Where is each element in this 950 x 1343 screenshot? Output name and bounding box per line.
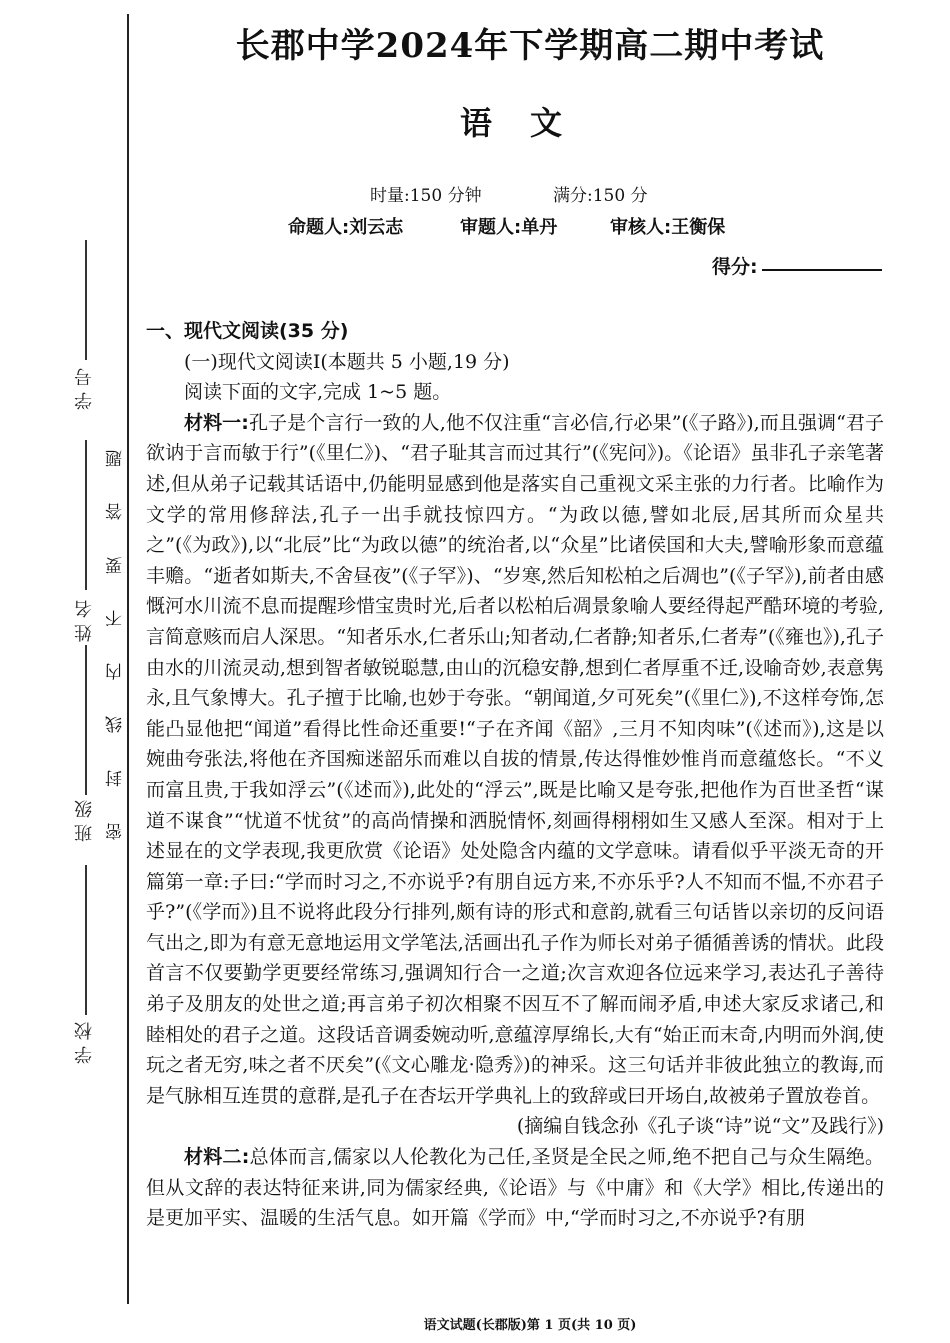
material-one-label: 材料一: bbox=[184, 411, 249, 434]
notice-char: 密 bbox=[106, 822, 126, 840]
time-limit: 时量:150 分钟 bbox=[370, 186, 482, 206]
material-two-label: 材料二: bbox=[184, 1146, 250, 1169]
notice-char: 题 bbox=[106, 450, 126, 467]
material-one-text: 孔子是个言行一致的人,他不仅注重“言必信,行必果”(《子路》),而且强调“君子欲讷于言而敏于行”(《里仁》)、“君子耻其言而过其行”(《宪问》)。《论语》虽非孔子亲笔著述,但从弟子记载其话语中,仍能明显感到他是落实自己重视文采主张的力行者。比喻作为文学的常用修辞法,孔子一出手就技惊四方。“为政以德,譬如北辰,居其所而众星共之”(《为政》),以“北辰”比“为政以德”的统治者,以“众星”比诸侯国和大夫,譬喻形象而意蕴丰赡。“逝者如斯夫,不舍昼夜”(《子罕》)、“岁寒,然后知松柏之后凋也”(《子罕》),前者由感慨河水川流不息而提醒珍惜宝贵时光,后者以松柏后凋景象喻人要经得起严酷环境的考验,言简意赅而启人深思。“知者乐水,仁者乐山;知者动,仁者静;知者乐,仁者寿”(《雍也》),孔子由水的川流灵动,想到智者敏锐聪慧,由山的沉稳安静,想到仁者厚重不迁,设喻奇妙,表意隽永,且气象博大。孔子擅于比喻,也妙于夸张。“朝闻道,夕可死矣”(《里仁》),不这样夸饰,怎能凸显他把“闻道”看得比性命还重要!“子在齐闻《韶》,三月不知肉味”(《述而》),这是以婉曲夸张法,将他在齐国痴迷韶乐而难以自拔的情景,传达得惟妙惟肖而意蕴悠长。“不义而富且贵,于我如浮云”(《述而》),此处的“浮云”,既是比喻又是夸张,把他作为百世圣哲“谋道不谋食”“忧道不忧贫”的高尚情操和洒脱情怀,刻画得栩栩如生又感人至深。相对于上述显在的文学表现,我更欣赏《论语》处处隐含内蕴的文学意味。请看似乎平淡无奇的开篇第一章:子曰:“学而时习之,不亦说乎?有朋自远方来,不亦乐乎?人不知而不愠,不亦君子乎?”(《学而》)且不说将此段分行排列,颇有诗的形式和意韵,就看三句话皆以亲切的反问语气出之,即为有意无意地运用文学笔法,活画出孔子作为师长对弟子循循善诱的情状。此段首言不仅要勤学更要经常练习,强调知行合一之道;次言欢迎各位远来学习,表达孔子善待弟子及朋友的处世之道;再言弟子初次相聚不因互不了解而闹矛盾,申述大家反求诸己,和睦相处的君子之道。这段话音调委婉动听,意蕴淳厚绵长,大有“始正而末奇,内明而外润,使玩之者无穷,味之者不厌矣”(《文心雕龙·隐秀》)的神采。这三句话并非彼此独立的教诲,而是气脉相互连贯的意群,是孔子在杏坛开学典礼上的致辞或曰开场白,故被弟子置放卷首。 bbox=[146, 411, 884, 1107]
reading-content bbox=[146, 316, 884, 1234]
reviewer: 审题人:单丹 bbox=[460, 217, 558, 238]
score-label: 得分: bbox=[712, 256, 758, 278]
name-label: 姓 名 bbox=[74, 600, 95, 642]
notice-char: 答 bbox=[106, 503, 126, 521]
material-two bbox=[146, 1142, 884, 1234]
section-heading: 一、现代文阅读(35 分) bbox=[146, 320, 349, 342]
sub-heading: (一)现代文阅读Ⅰ(本题共 5 小题,19 分) bbox=[184, 350, 510, 373]
notice-char: 封 bbox=[106, 769, 126, 787]
checker: 审核人:王衡保 bbox=[610, 217, 726, 238]
binding-line bbox=[127, 14, 129, 1304]
author: 命题人:刘云志 bbox=[288, 217, 404, 238]
score-field[interactable] bbox=[762, 269, 882, 271]
seal-line-notice bbox=[108, 450, 125, 840]
school-field[interactable] bbox=[85, 865, 87, 1015]
page-footer: 语文试题(长郡版)第 1 页(共 10 页) bbox=[423, 1318, 637, 1333]
instruction: 阅读下面的文字,完成 1~5 题。 bbox=[184, 381, 452, 404]
material-one-source: (摘编自钱念孙《孔子谈“诗”说“文”及践行》) bbox=[516, 1115, 884, 1138]
notice-char: 不 bbox=[106, 609, 126, 627]
name-field[interactable] bbox=[85, 440, 87, 590]
student-no-label: 学 号 bbox=[74, 368, 95, 410]
class-label: 班 级 bbox=[74, 800, 95, 842]
school-label: 学 校 bbox=[74, 1022, 95, 1064]
class-field[interactable] bbox=[85, 645, 87, 795]
material-two-text: 总体而言,儒家以人伦教化为己任,圣贤是全民之师,绝不把自己与众生隔绝。但从文辞的表达特征来讲,同为儒家经典,《论语》与《中庸》和《大学》相比,传递出的是更加平实、温暖的生活气息。如开篇《学而》中,“学而时习之,不亦说乎?有朋 bbox=[146, 1146, 884, 1230]
exam-title: 长郡中学2024年下学期高二期中考试 bbox=[235, 26, 825, 66]
student-no-field[interactable] bbox=[85, 240, 87, 360]
notice-char: 内 bbox=[106, 663, 126, 681]
full-score: 满分:150 分 bbox=[553, 186, 648, 206]
notice-char: 线 bbox=[106, 716, 126, 734]
material-one bbox=[146, 408, 884, 1112]
subject-title: 语文 bbox=[459, 104, 600, 142]
notice-char: 要 bbox=[106, 556, 126, 574]
